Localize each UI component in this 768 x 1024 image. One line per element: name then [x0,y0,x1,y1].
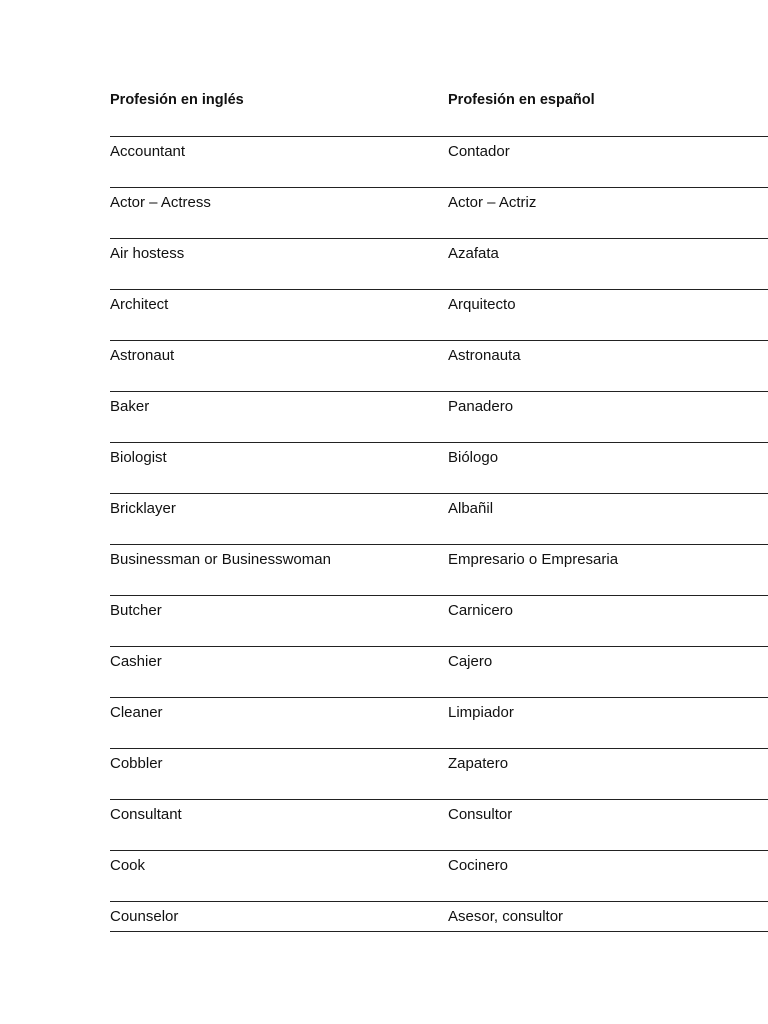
cell-english: Astronaut [110,347,175,364]
cell-english: Cashier [110,653,162,670]
cell-spanish: Contador [448,143,510,160]
table-row [110,851,768,902]
table-row [110,392,768,443]
table-row [110,137,768,188]
table-row [110,800,768,851]
header-english: Profesión en inglés [110,92,244,108]
table-row [110,443,768,494]
cell-english: Cobbler [110,755,163,772]
cell-spanish: Panadero [448,398,514,415]
cell-english: Cleaner [110,704,163,721]
cell-spanish: Arquitecto [448,296,516,313]
cell-english: Biologist [110,449,167,466]
cell-spanish: Cocinero [448,857,509,874]
cell-spanish: Asesor, consultor [448,908,564,925]
cell-spanish: Consultor [448,806,513,823]
cell-english: Baker [110,398,150,415]
table-row [110,188,768,239]
cell-spanish: Astronauta [448,347,521,364]
table-row [110,749,768,800]
table-row [110,341,768,392]
cell-spanish: Actor – Actriz [448,194,537,211]
table-row [110,596,768,647]
cell-english: Air hostess [110,245,185,262]
cell-english: Consultant [110,806,182,823]
table-header-row [110,90,768,137]
profession-vocabulary-table [110,90,768,932]
cell-spanish: Carnicero [448,602,514,619]
cell-spanish: Zapatero [448,755,509,772]
table-row [110,647,768,698]
table-row [110,494,768,545]
cell-english: Cook [110,857,146,874]
cell-spanish: Cajero [448,653,493,670]
table-row [110,902,768,932]
cell-english: Bricklayer [110,500,176,517]
table-row [110,290,768,341]
header-spanish: Profesión en español [448,92,595,108]
table-row [110,545,768,596]
cell-english: Architect [110,296,169,313]
table-row [110,698,768,749]
cell-spanish: Limpiador [448,704,514,721]
cell-spanish: Azafata [448,245,499,262]
cell-english: Actor – Actress [110,194,211,211]
cell-english: Counselor [110,908,179,925]
table-row [110,239,768,290]
cell-english: Accountant [110,143,186,160]
cell-spanish: Albañil [448,500,494,517]
cell-english: Businessman or Businesswoman [110,551,331,568]
cell-english: Butcher [110,602,162,619]
cell-spanish: Empresario o Empresaria [448,551,619,568]
cell-spanish: Biólogo [448,449,499,466]
